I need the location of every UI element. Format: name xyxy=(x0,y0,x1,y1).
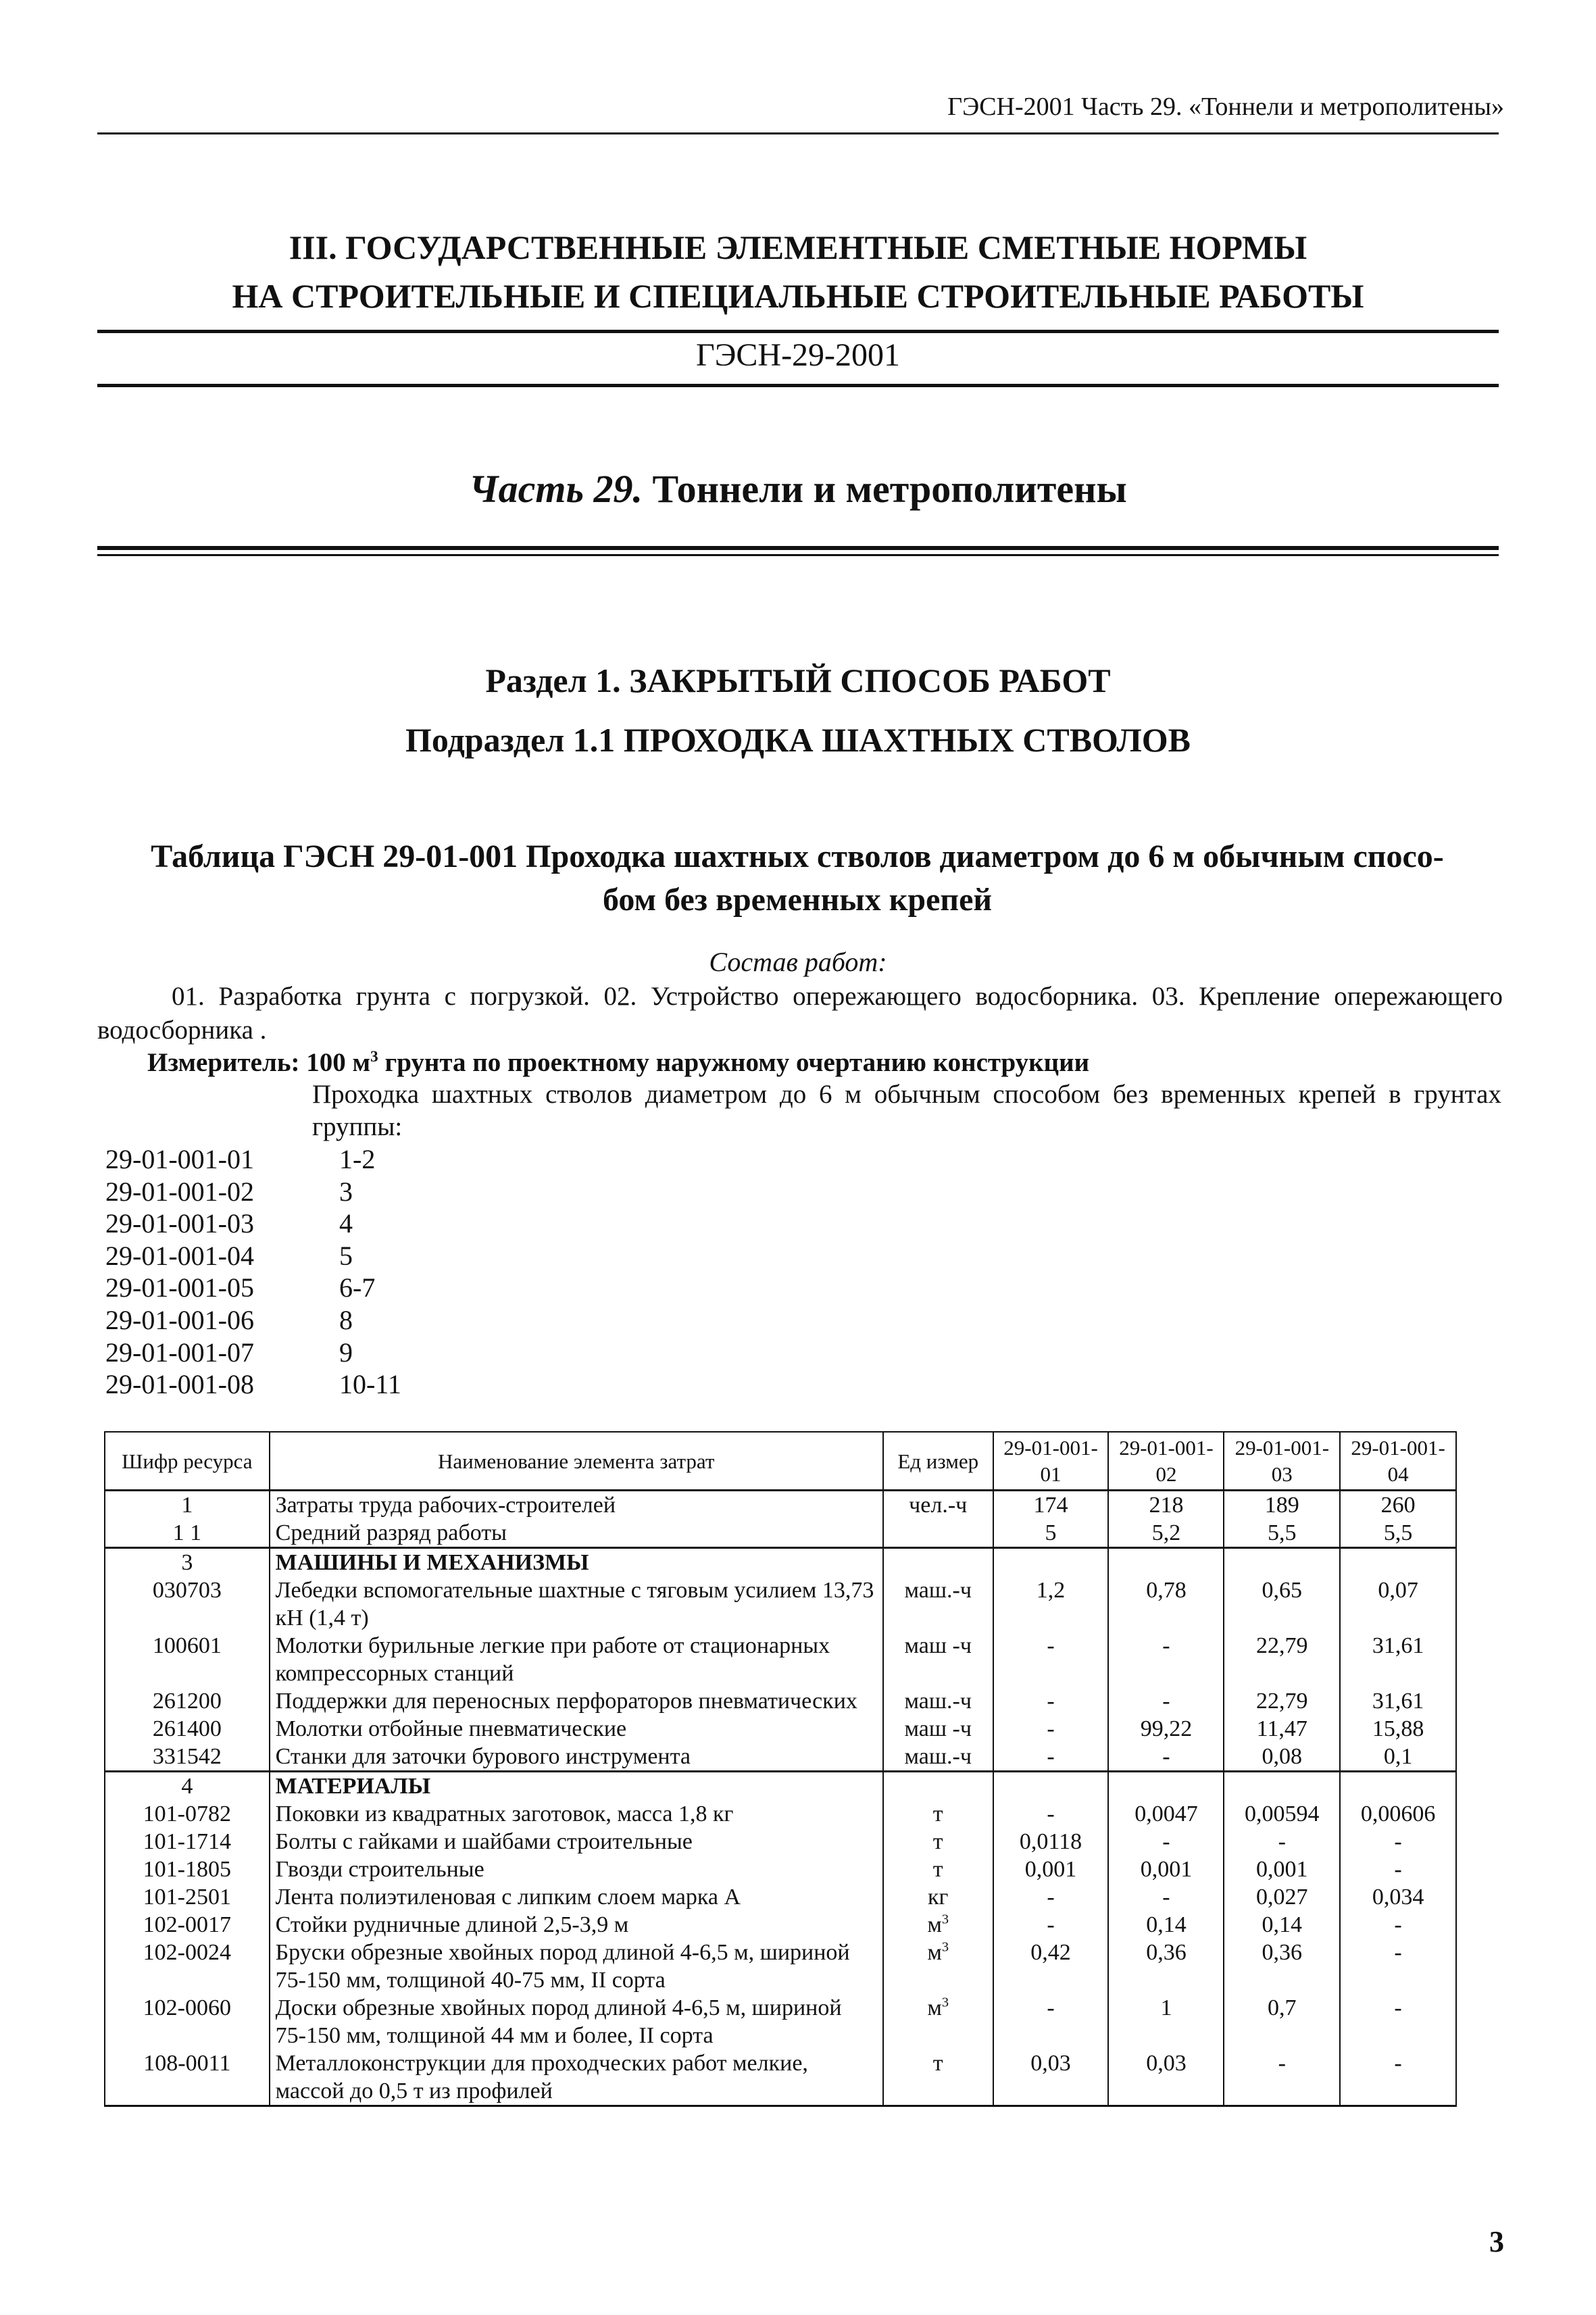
code-row xyxy=(105,1304,401,1337)
value-cell: - xyxy=(993,1911,1109,1939)
resource-name: Болты с гайками и шайбами строительные xyxy=(270,1828,883,1856)
value-cell: 174 xyxy=(993,1491,1109,1520)
value-cell: 22,79 xyxy=(1224,1632,1340,1687)
resource-code: 101-1805 xyxy=(105,1856,270,1883)
value-cell: 0,00594 xyxy=(1224,1800,1340,1828)
header-col-1: 29-01-001-01 xyxy=(993,1432,1109,1491)
resource-code: 331542 xyxy=(105,1743,270,1772)
resource-name: Станки для заточки бурового инструмента xyxy=(270,1743,883,1772)
group-title: МАШИНЫ И МЕХАНИЗМЫ xyxy=(270,1548,883,1577)
value-cell: - xyxy=(1224,1828,1340,1856)
group-row-machines xyxy=(105,1548,1456,1577)
value-cell: 0,00606 xyxy=(1340,1800,1456,1828)
resource-unit: $м^3$ xyxy=(883,1911,993,1939)
code-row xyxy=(105,1272,401,1304)
resource-table xyxy=(104,1431,1457,2107)
table-row xyxy=(105,1519,1456,1548)
value-cell: - xyxy=(993,1687,1109,1715)
value-cell: - xyxy=(1108,1828,1224,1856)
value-cell: 0,001 xyxy=(1108,1856,1224,1883)
value-cell: 260 xyxy=(1340,1491,1456,1520)
resource-name: Молотки отбойные пневматические xyxy=(270,1715,883,1743)
value-cell: - xyxy=(993,1743,1109,1772)
resource-code: 101-2501 xyxy=(105,1883,270,1911)
value-cell: 11,47 xyxy=(1224,1715,1340,1743)
resource-code: 101-1714 xyxy=(105,1828,270,1856)
resource-name: Стойки рудничные длиной 2,5-3,9 м xyxy=(270,1911,883,1939)
value-cell: 0,08 xyxy=(1224,1743,1340,1772)
value-cell: - xyxy=(1340,1939,1456,1994)
resource-unit: маш.-ч xyxy=(883,1687,993,1715)
value-cell: - xyxy=(993,1632,1109,1687)
empty-cell xyxy=(1224,1548,1340,1577)
value-cell: 218 xyxy=(1108,1491,1224,1520)
value-cell: - xyxy=(1340,1856,1456,1883)
resource-unit: т xyxy=(883,1856,993,1883)
chapter-title xyxy=(0,223,1596,320)
soil-group: 6-7 xyxy=(339,1272,376,1303)
table-row xyxy=(105,1939,1456,1994)
value-cell: 0,14 xyxy=(1224,1911,1340,1939)
value-cell: - xyxy=(1340,1994,1456,2049)
value-cell: 0,03 xyxy=(1108,2049,1224,2106)
table-row xyxy=(105,1576,1456,1632)
part-label: Часть 29. xyxy=(469,467,643,511)
value-cell: 0,0047 xyxy=(1108,1800,1224,1828)
value-cell: 0,001 xyxy=(993,1856,1109,1883)
composition-text: 01. Разработка грунта с погрузкой. 02. Устройство опережающего водосборника. 03. Крепление опережающего водосборника . xyxy=(97,982,1503,1045)
group-title: МАТЕРИАЛЫ xyxy=(270,1772,883,1801)
meter-rest: грунта по проектному наружному очертанию конструкции xyxy=(384,1048,1090,1077)
value-cell: - xyxy=(993,1994,1109,2049)
part-title xyxy=(0,466,1596,512)
resource-unit: чел.-ч xyxy=(883,1491,993,1520)
norm-code: 29-01-001-01 xyxy=(105,1144,254,1174)
table-row xyxy=(105,1491,1456,1520)
header-rule xyxy=(97,132,1499,134)
table-header-row xyxy=(105,1432,1456,1491)
value-cell: - xyxy=(1224,2049,1340,2106)
meter-value: 100 м xyxy=(306,1048,371,1077)
resource-code: 030703 xyxy=(105,1576,270,1632)
value-cell: 0,36 xyxy=(1224,1939,1340,1994)
code-row xyxy=(105,1143,401,1176)
chapter-title-line-2: НА СТРОИТЕЛЬНЫЕ И СПЕЦИАЛЬНЫЕ СТРОИТЕЛЬНЫЕ РАБОТЫ xyxy=(232,277,1364,315)
resource-name: Лента полиэтиленовая с липким слоем марка А xyxy=(270,1883,883,1911)
running-header: ГЭСН-2001 Часть 29. «Тоннели и метрополитены» xyxy=(947,93,1504,121)
resource-unit: кг xyxy=(883,1883,993,1911)
value-cell: 0,65 xyxy=(1224,1576,1340,1632)
value-cell: 1,2 xyxy=(993,1576,1109,1632)
resource-unit: маш.-ч xyxy=(883,1743,993,1772)
resource-unit: т xyxy=(883,1828,993,1856)
value-cell: 5,2 xyxy=(1108,1519,1224,1548)
resource-name: Доски обрезные хвойных пород длиной 4-6,5 м, шириной 75-150 мм, толщиной 44 мм и более, II сорта xyxy=(270,1994,883,2049)
empty-cell xyxy=(883,1548,993,1577)
value-cell: 31,61 xyxy=(1340,1632,1456,1687)
soil-group: 9 xyxy=(339,1337,353,1368)
value-cell: 5,5 xyxy=(1224,1519,1340,1548)
resource-name: Бруски обрезные хвойных пород длиной 4-6,5 м, шириной 75-150 мм, толщиной 40-75 мм, II сорта xyxy=(270,1939,883,1994)
empty-cell xyxy=(1340,1772,1456,1801)
table-row xyxy=(105,1800,1456,1828)
rule-part-2 xyxy=(97,554,1499,556)
empty-cell xyxy=(883,1772,993,1801)
norm-code: 29-01-001-04 xyxy=(105,1240,254,1271)
part-name: Тоннели и метрополитены xyxy=(652,467,1127,511)
rule-bottom-gesn xyxy=(97,384,1499,387)
soil-group: 1-2 xyxy=(339,1144,376,1174)
resource-name: Металлоконструкции для проходческих работ мелкие, массой до 0,5 т из профилей xyxy=(270,2049,883,2106)
value-cell: 189 xyxy=(1224,1491,1340,1520)
resource-code: 1 1 xyxy=(105,1519,270,1548)
resource-code: 1 xyxy=(105,1491,270,1520)
table-title-line-2: бом без временных крепей xyxy=(602,882,993,918)
rule-top-gesn xyxy=(97,330,1499,333)
resource-name: Поддержки для переносных перфораторов пневматических xyxy=(270,1687,883,1715)
resource-code: 4 xyxy=(105,1772,270,1801)
value-cell: - xyxy=(993,1715,1109,1743)
group-row-materials xyxy=(105,1772,1456,1801)
empty-cell xyxy=(993,1772,1109,1801)
value-cell: 31,61 xyxy=(1340,1687,1456,1715)
soil-group: 5 xyxy=(339,1240,353,1271)
value-cell: - xyxy=(1108,1883,1224,1911)
section-title: Раздел 1. ЗАКРЫТЫЙ СПОСОБ РАБОТ xyxy=(485,662,1111,699)
code-row xyxy=(105,1240,401,1272)
value-cell: - xyxy=(993,1800,1109,1828)
norm-code: 29-01-001-08 xyxy=(105,1369,254,1400)
resource-unit: $м^3$ xyxy=(883,1939,993,1994)
norm-code: 29-01-001-07 xyxy=(105,1337,254,1368)
resource-unit: маш.-ч xyxy=(883,1576,993,1632)
table-row xyxy=(105,1911,1456,1939)
resource-name: Молотки бурильные легкие при работе от стационарных компрессорных станций xyxy=(270,1632,883,1687)
table-row xyxy=(105,1883,1456,1911)
value-cell: 0,42 xyxy=(993,1939,1109,1994)
table-title-line-1: Таблица ГЭСН 29-01-001 Проходка шахтных стволов диаметром до 6 м обычным спосо- xyxy=(151,839,1444,874)
resource-code: 102-0017 xyxy=(105,1911,270,1939)
value-cell: 0,14 xyxy=(1108,1911,1224,1939)
value-cell: - xyxy=(1340,2049,1456,2106)
header-col-3: 29-01-001-03 xyxy=(1224,1432,1340,1491)
gesn-code: ГЭСН-29-2001 xyxy=(695,337,901,373)
resource-code: 100601 xyxy=(105,1632,270,1687)
header-unit: Ед измер xyxy=(883,1432,993,1491)
code-row xyxy=(105,1337,401,1369)
code-row xyxy=(105,1176,401,1208)
resource-unit: т xyxy=(883,2049,993,2106)
resource-code: 102-0060 xyxy=(105,1994,270,2049)
table-title xyxy=(97,835,1497,922)
resource-code: 261400 xyxy=(105,1715,270,1743)
resource-name: Средний разряд работы xyxy=(270,1519,883,1548)
value-cell: - xyxy=(1108,1743,1224,1772)
resource-code: 3 xyxy=(105,1548,270,1577)
soil-group: 10-11 xyxy=(339,1369,401,1400)
norm-code: 29-01-001-05 xyxy=(105,1272,254,1303)
value-cell: 0,027 xyxy=(1224,1883,1340,1911)
subsection-title: Подраздел 1.1 ПРОХОДКА ШАХТНЫХ СТВОЛОВ xyxy=(405,721,1191,759)
value-cell: 0,07 xyxy=(1340,1576,1456,1632)
table-row xyxy=(105,1856,1456,1883)
resource-unit xyxy=(883,1519,993,1548)
value-cell: 0,001 xyxy=(1224,1856,1340,1883)
resource-name: Поковки из квадратных заготовок, масса 1,8 кг xyxy=(270,1800,883,1828)
value-cell: - xyxy=(1108,1632,1224,1687)
value-cell: 0,034 xyxy=(1340,1883,1456,1911)
value-cell: 0,78 xyxy=(1108,1576,1224,1632)
value-cell: 0,03 xyxy=(993,2049,1109,2106)
meter-label: Измеритель: xyxy=(147,1048,300,1077)
table-row xyxy=(105,1687,1456,1715)
value-cell: 99,22 xyxy=(1108,1715,1224,1743)
empty-cell xyxy=(993,1548,1109,1577)
value-cell: - xyxy=(1340,1911,1456,1939)
value-cell: 5 xyxy=(993,1519,1109,1548)
table-row xyxy=(105,1828,1456,1856)
table-row xyxy=(105,1994,1456,2049)
intro-text: Проходка шахтных стволов диаметром до 6 м обычным способом без временных крепей в грунтах группы: xyxy=(312,1080,1501,1141)
code-row xyxy=(105,1208,401,1240)
soil-group: 3 xyxy=(339,1176,353,1207)
resource-code: 101-0782 xyxy=(105,1800,270,1828)
composition-label: Состав работ: xyxy=(709,947,887,977)
value-cell: 0,36 xyxy=(1108,1939,1224,1994)
table-row xyxy=(105,2049,1456,2106)
resource-name: Гвозди строительные xyxy=(270,1856,883,1883)
norm-code: 29-01-001-03 xyxy=(105,1208,254,1239)
measurement-unit xyxy=(147,1047,1089,1078)
header-col-4: 29-01-001-04 xyxy=(1340,1432,1456,1491)
norm-code: 29-01-001-06 xyxy=(105,1304,254,1335)
resource-unit: $м^3$ xyxy=(883,1994,993,2049)
table-row xyxy=(105,1715,1456,1743)
value-cell: 22,79 xyxy=(1224,1687,1340,1715)
value-cell: 1 xyxy=(1108,1994,1224,2049)
value-cell: 0,0118 xyxy=(993,1828,1109,1856)
value-cell: 0,1 xyxy=(1340,1743,1456,1772)
resource-unit: маш -ч xyxy=(883,1715,993,1743)
value-cell: 15,88 xyxy=(1340,1715,1456,1743)
code-row xyxy=(105,1368,401,1401)
header-name: Наименование элемента затрат xyxy=(270,1432,883,1491)
table-row xyxy=(105,1632,1456,1687)
resource-name: Затраты труда рабочих-строителей xyxy=(270,1491,883,1520)
empty-cell xyxy=(1108,1772,1224,1801)
empty-cell xyxy=(1340,1548,1456,1577)
value-cell: - xyxy=(1340,1828,1456,1856)
norm-code: 29-01-001-02 xyxy=(105,1176,254,1207)
resource-unit: т xyxy=(883,1800,993,1828)
rule-part-1 xyxy=(97,546,1499,550)
header-col-2: 29-01-001-02 xyxy=(1108,1432,1224,1491)
empty-cell xyxy=(1224,1772,1340,1801)
code-list xyxy=(105,1143,401,1401)
resource-name: Лебедки вспомогательные шахтные с тяговым усилием 13,73 кН (1,4 т) xyxy=(270,1576,883,1632)
resource-unit: маш -ч xyxy=(883,1632,993,1687)
value-cell: 5,5 xyxy=(1340,1519,1456,1548)
table-row xyxy=(105,1743,1456,1772)
chapter-title-line-1: III. ГОСУДАРСТВЕННЫЕ ЭЛЕМЕНТНЫЕ СМЕТНЫЕ НОРМЫ xyxy=(289,228,1307,266)
meter-sup: 3 xyxy=(370,1048,378,1066)
value-cell: 0,7 xyxy=(1224,1994,1340,2049)
value-cell: - xyxy=(993,1883,1109,1911)
resource-code: 261200 xyxy=(105,1687,270,1715)
value-cell: - xyxy=(1108,1687,1224,1715)
resource-code: 108-0011 xyxy=(105,2049,270,2106)
page-number: 3 xyxy=(1489,2225,1504,2258)
header-code: Шифр ресурса xyxy=(105,1432,270,1491)
empty-cell xyxy=(1108,1548,1224,1577)
soil-group: 4 xyxy=(339,1208,353,1239)
soil-group: 8 xyxy=(339,1304,353,1335)
resource-code: 102-0024 xyxy=(105,1939,270,1994)
